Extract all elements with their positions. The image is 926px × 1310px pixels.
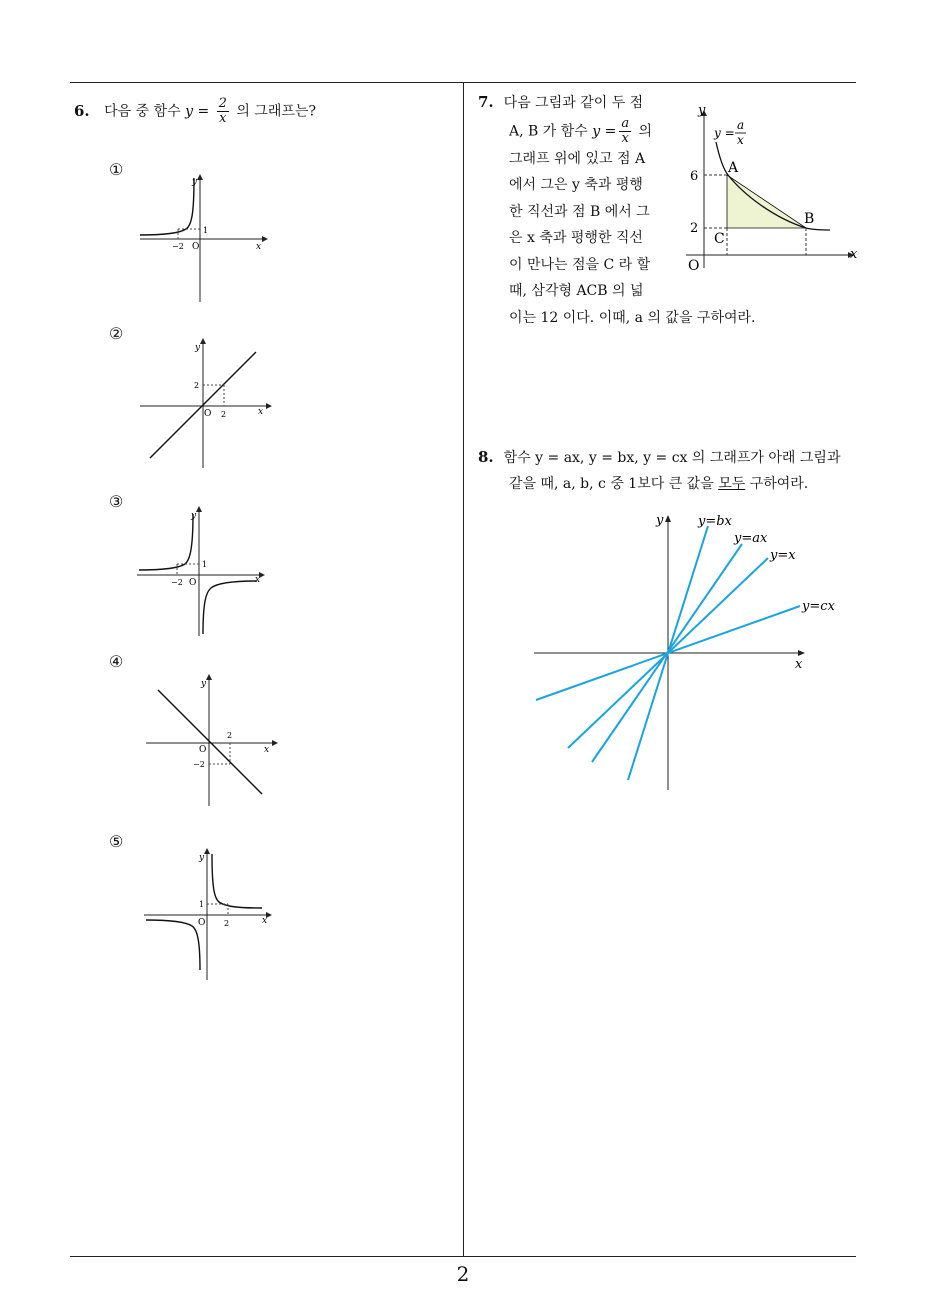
page-number: 2	[456, 1262, 470, 1286]
svg-text:O: O	[199, 745, 207, 755]
svg-text:x: x	[850, 247, 858, 262]
svg-text:x: x	[255, 575, 261, 585]
option-1-graph[interactable]	[130, 172, 270, 304]
svg-text:O: O	[198, 918, 206, 928]
option-1-symbol[interactable]: ①	[109, 160, 124, 179]
bottom-rule	[70, 1256, 856, 1257]
svg-text:1: 1	[199, 900, 205, 909]
q7-figure	[684, 100, 864, 272]
q7-fraction: $\frac{a}{x}$	[621, 115, 630, 146]
svg-text:−2: −2	[193, 760, 205, 769]
option-4-graph[interactable]	[146, 672, 280, 808]
option-3-graph[interactable]	[137, 504, 267, 638]
svg-text:y =: y =	[714, 126, 735, 140]
svg-text:y=ax: y=ax	[734, 531, 768, 546]
svg-text:y: y	[656, 513, 664, 528]
svg-text:y: y	[201, 679, 207, 689]
q8-prompt: 8. 함수 y = ax, y = bx, y = cx 의 그래프가 아래 그림과 같을 때, a, b, c 중 1보다 큰 값을 모두 구하여라.	[478, 448, 841, 492]
svg-text:A: A	[728, 160, 739, 176]
svg-text:a: a	[737, 118, 745, 132]
q7-number: 7.	[478, 93, 494, 111]
option-5-symbol[interactable]: ⑤	[109, 832, 124, 851]
q8-number: 8.	[478, 448, 494, 466]
svg-text:x: x	[256, 242, 262, 252]
svg-text:2: 2	[221, 410, 227, 419]
column-divider	[463, 82, 464, 1256]
svg-text:y=bx: y=bx	[698, 514, 732, 529]
svg-text:x: x	[737, 133, 744, 147]
svg-text:x: x	[262, 916, 268, 926]
svg-text:y: y	[199, 853, 205, 863]
svg-text:O: O	[204, 409, 212, 419]
svg-text:B: B	[804, 211, 815, 227]
svg-text:y: y	[698, 103, 706, 118]
svg-text:y: y	[192, 177, 198, 187]
option-4-symbol[interactable]: ④	[109, 652, 124, 671]
svg-text:C: C	[714, 231, 725, 247]
option-2-symbol[interactable]: ②	[109, 324, 124, 343]
svg-text:y: y	[191, 511, 197, 521]
svg-text:O: O	[192, 242, 200, 252]
underlined-word: 모두	[718, 476, 746, 492]
svg-text:y: y	[195, 343, 201, 353]
option-5-graph[interactable]	[144, 846, 274, 980]
triangle-acb	[727, 175, 806, 228]
svg-text:x: x	[795, 657, 803, 672]
q8-figure	[530, 510, 835, 795]
svg-text:1: 1	[202, 560, 208, 569]
svg-text:−2: −2	[171, 578, 183, 587]
svg-text:x: x	[264, 745, 270, 755]
svg-text:2: 2	[227, 731, 233, 740]
svg-text:6: 6	[690, 169, 699, 184]
svg-text:2: 2	[224, 919, 230, 928]
svg-text:2: 2	[194, 381, 200, 390]
q6-number: 6.	[74, 101, 90, 120]
svg-text:y=cx: y=cx	[802, 599, 835, 614]
option-2-graph[interactable]	[140, 336, 270, 468]
option-3-symbol[interactable]: ③	[109, 492, 124, 511]
svg-text:O: O	[189, 578, 197, 588]
svg-text:y=x: y=x	[770, 548, 796, 563]
q6-fraction: $\frac{2}{x}$	[218, 96, 227, 126]
q6-prompt: 6. 다음 중 함수 y = $\frac{2}{x}$ 의 그래프는?	[74, 96, 316, 126]
svg-text:1: 1	[203, 226, 209, 235]
svg-text:−2: −2	[172, 242, 184, 251]
q7-prompt: 7. 다음 그림과 같이 두 점 A, B 가 함수 y = $\frac{a}{x}$ 의 그래프 위에 있고 점 A 에서 그은 y 축과 평행 한 직선과 점 B 에서 그 은 x 축과 평행한 직선 이 만나는 점을 C 라 할 때, 삼각형 ACB 의 넓 이는 12 이다. 이때, a 의 값을 구하여라.	[478, 93, 756, 326]
svg-text:2: 2	[690, 221, 699, 236]
svg-text:x: x	[258, 407, 264, 417]
svg-text:O: O	[688, 258, 700, 274]
